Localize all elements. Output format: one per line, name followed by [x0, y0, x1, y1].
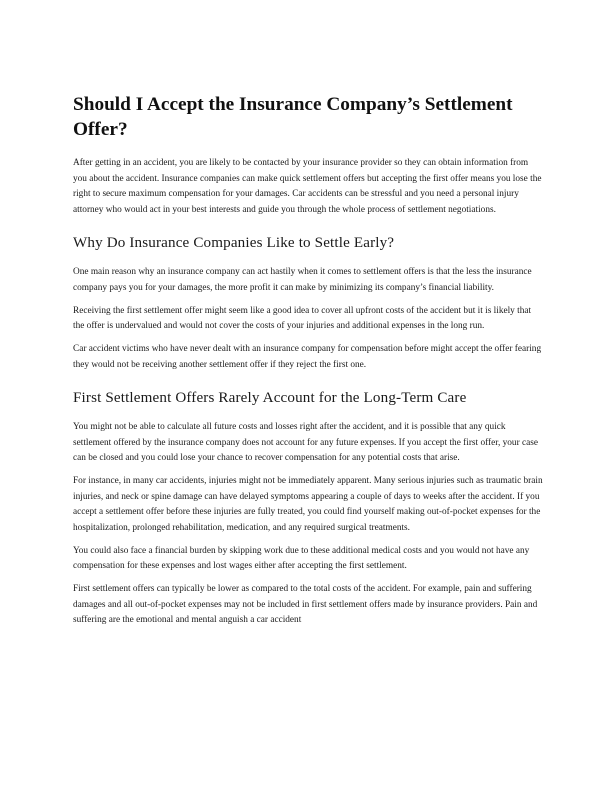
paragraph: You could also face a financial burden by skipping work due to these additional medical costs and you would not have any compensation for these expenses and lost wages either after accepting the first settlement.: [73, 545, 530, 571]
paragraph: For instance, in many car accidents, injuries might not be immediately apparent. Many serious injuries such as traumatic brain injuries, and neck or spine damage can have delayed symptoms appearing a couple of days to weeks after the accident. If you accept a settlement offer before these injuries are fully treated, you could find yourself making out-of-pocket expenses for the hospitalization, prolonged rehabilitation, medication, and any required surgical treatments.: [73, 476, 543, 533]
paragraph: One main reason why an insurance company can act hastily when it comes to settlement offers is that the less the insurance company pays you for your damages, the more profit it can make by minimizing its company’s financial liability.: [73, 267, 532, 293]
paragraph: Car accident victims who have never dealt with an insurance company for compensation before might accept the offer fearing they would not be receiving another settlement offer if they reject the first one.: [73, 344, 542, 370]
section-heading-long-term-care: First Settlement Offers Rarely Account for the Long-Term Care: [73, 390, 467, 406]
paragraph: First settlement offers can typically be lower as compared to the total costs of the accident. For example, pain and suffering damages and all out-of-pocket expenses may not be included in first settlement offers made by insurance providers. Pain and suffering are the emotional and mental anguish a car accident: [73, 584, 538, 625]
section-heading-settle-early: Why Do Insurance Companies Like to Settle Early?: [73, 235, 395, 251]
paragraph: Receiving the first settlement offer might seem like a good idea to cover all upfront costs of the accident but it is likely that the offer is undervalued and would not cover the costs of your injuries and additional expenses in the long run.: [73, 305, 532, 331]
article-body: [73, 92, 543, 636]
article-title: Should I Accept the Insurance Company’s Settlement Offer?: [73, 94, 513, 140]
intro-paragraph: After getting in an accident, you are likely to be contacted by your insurance provider so they can obtain information from you about the accident. Insurance companies can make quick settlement offers but accepting the first offer means you lose the right to secure maximum compensation for your damages. Car accidents can be stressful and you need a personal injury attorney who would act in your best interests and guide you through the whole process of settlement negotiations.: [73, 158, 542, 215]
paragraph: You might not be able to calculate all future costs and losses right after the accident, and it is possible that any quick settlement offered by the insurance company does not account for any future expenses. If you accept the first offer, your case can be closed and you could lose your chance to recover compensation for any potential costs that arise.: [73, 422, 538, 463]
